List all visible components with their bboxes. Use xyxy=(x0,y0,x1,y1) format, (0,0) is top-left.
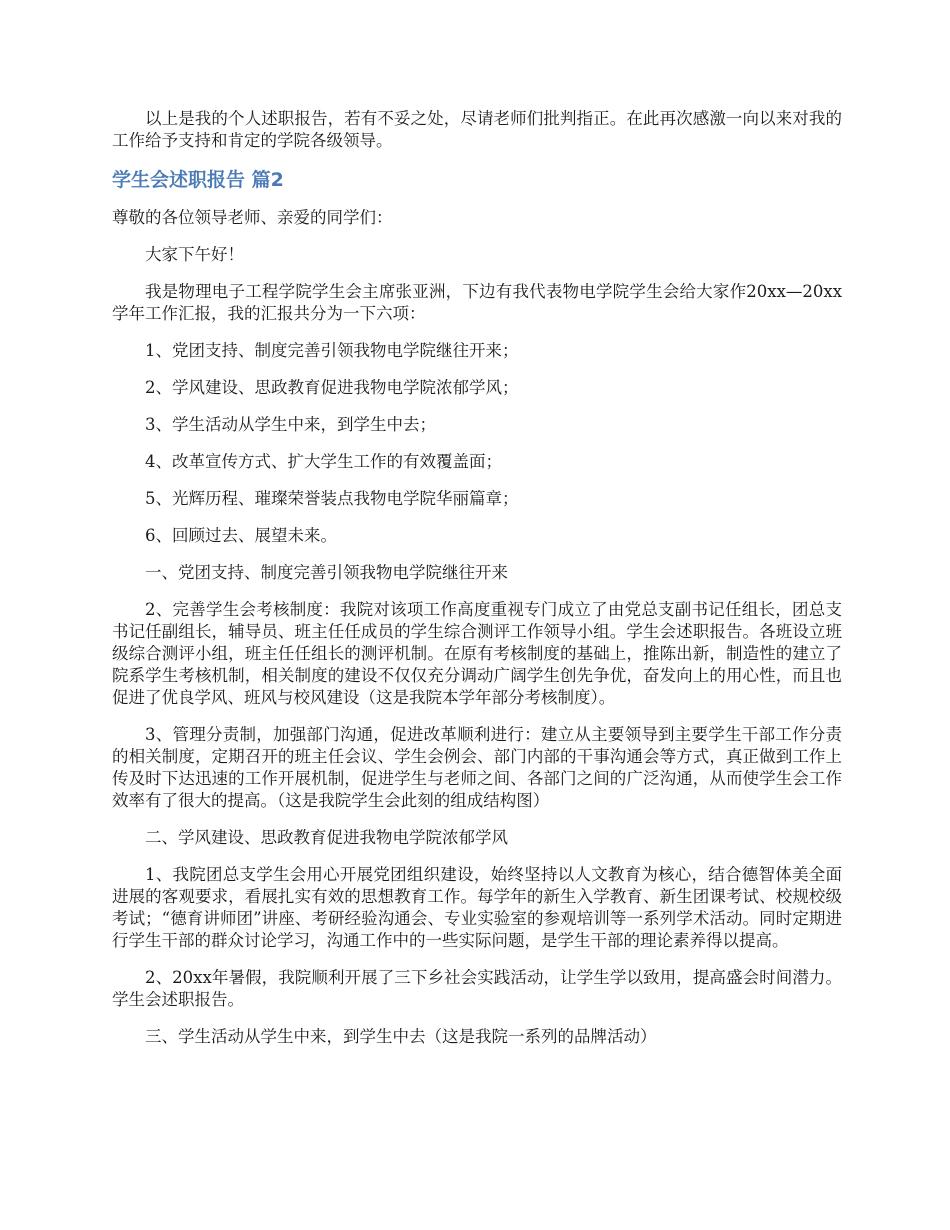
document-body xyxy=(112,108,842,1063)
list-item: 5、光辉历程、璀璨荣誉装点我物电学院华丽篇章； xyxy=(145,489,519,508)
section-subheading: 一、党团支持、制度完善引领我物电学院继往开来 xyxy=(145,563,508,582)
intro-paragraph: 我是物理电子工程学院学生会主席张亚洲，下边有我代表物电学院学生会给大家作20xx—20xx学年工作汇报，我的汇报共分为一下六项： xyxy=(112,282,842,323)
list-item: 3、学生活动从学生中来，到学生中去； xyxy=(145,415,436,434)
closing-paragraph: 以上是我的个人述职报告，若有不妥之处，尽请老师们批判指正。在此再次感激一向以来对我的工作给予支持和肯定的学院各级领导。 xyxy=(112,109,842,150)
body-paragraph: 1、我院团总支学生会用心开展党团组织建设，始终坚持以人文教育为核心，结合德智体美全面进展的客观要求，看展扎实有效的思想教育工作。每学年的新生入学教育、新生团课考试、校规校级考试；“德育讲师团”讲座、考研经验沟通会、专业实验室的参观培训等一系列学术活动。同时定期进行学生干部的群众讨论学习，沟通工作中的一些实际问题，是学生干部的理论素养得以提高。 xyxy=(112,865,842,950)
greeting-paragraph: 大家下午好！ xyxy=(145,245,244,264)
body-paragraph: 2、完善学生会考核制度：我院对该项工作高度重视专门成立了由党总支副书记任组长，团总支书记任副组长，辅导员、班主任任成员的学生综合测评工作领导小组。学生会述职报告。各班设立班级综合测评小组，班主任任组长的测评机制。在原有考核制度的基础上，推陈出新，制造性的建立了院系学生考核机制，相关制度的建设不仅仅充分调动广阔学生创先争优，奋发向上的用心性，而且也促进了优良学风、班风与校风建设（这是我院本学年部分考核制度）。 xyxy=(112,600,842,707)
salutation: 尊敬的各位领导老师、亲爱的同学们： xyxy=(112,208,393,227)
body-paragraph: 3、管理分责制，加强部门沟通，促进改革顺利进行：建立从主要领导到主要学生干部工作分责的相关制度，定期召开的班主任会议、学生会例会、部门内部的干事沟通会等方式，真正做到工作上传及时下达迅速的工作开展机制，促进学生与老师之间、各部门之间的广泛沟通，从而使学生会工作效率有了很大的提高。（这是我院学生会此刻的组成结构图） xyxy=(112,725,842,810)
body-paragraph: 2、20xx年暑假，我院顺利开展了三下乡社会实践活动，让学生学以致用，提高盛会时间潜力。学生会述职报告。 xyxy=(112,968,842,1009)
list-item: 6、回顾过去、展望未来。 xyxy=(145,526,337,545)
list-item: 4、改革宣传方式、扩大学生工作的有效覆盖面； xyxy=(145,452,502,471)
section-subheading: 二、学风建设、思政教育促进我物电学院浓郁学风 xyxy=(145,828,508,847)
list-item: 2、学风建设、思政教育促进我物电学院浓郁学风； xyxy=(145,378,519,397)
section-heading: 学生会述职报告 篇2 xyxy=(112,169,284,191)
list-item: 1、党团支持、制度完善引领我物电学院继往开来； xyxy=(145,341,519,360)
section-subheading: 三、学生活动从学生中来，到学生中去（这是我院一系列的品牌活动） xyxy=(145,1027,657,1046)
